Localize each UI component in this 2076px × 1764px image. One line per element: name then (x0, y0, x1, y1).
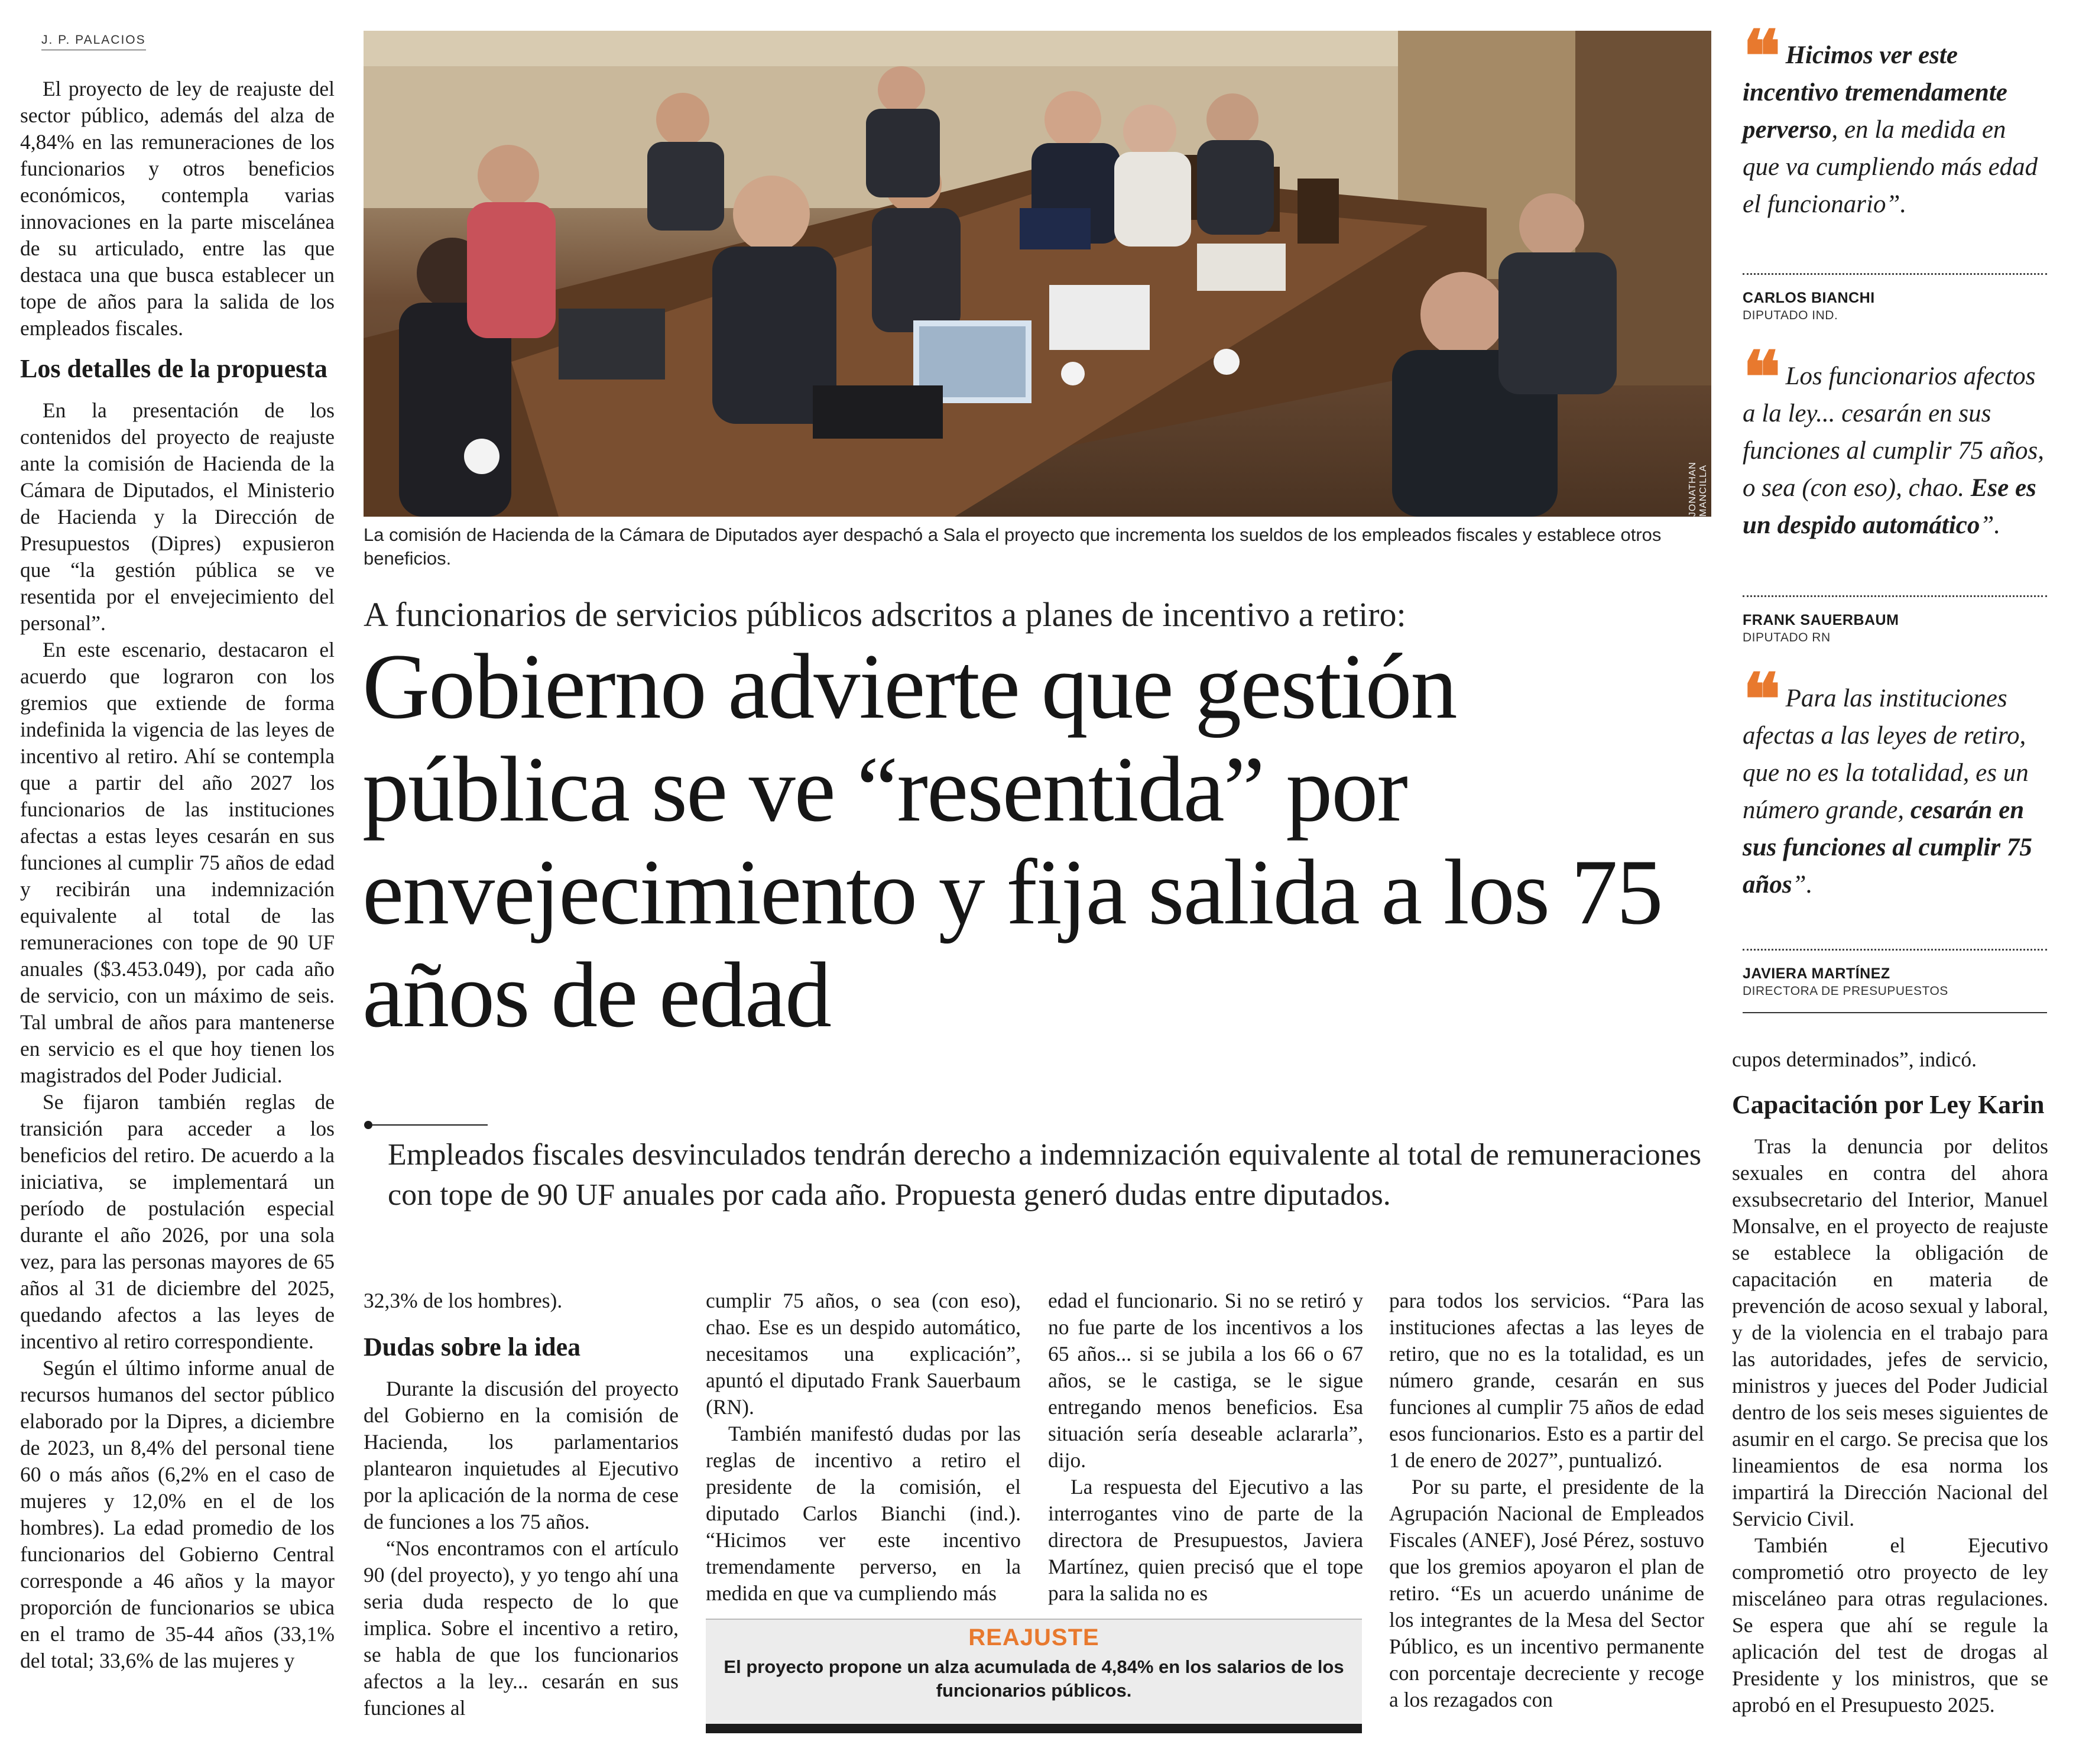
pull-quote-1 (1743, 15, 2047, 223)
paragraph: Según el último informe anual de recursos humanos del sector público elaborado por la Dipres, a diciembre de 2023, un 8,4% del personal tiene 60 o más años (6,2% en el caso de mujeres y 12,0% en el de los hombres). La edad promedio de los funcionarios del Gobierno Central corresponde a 46 años y la mayor proporción de funcionarios se ubica en el tramo de 35-44 años (33,1% del total; 33,6% de las mujeres y (20, 1356, 335, 1672)
quote-text: Los funcionarios afectos a la ley... cesarán en sus funciones al cumplir 75 años, o sea (con eso), chao. (1743, 362, 2044, 502)
subheading: Dudas sobre la idea (364, 1332, 581, 1361)
paragraph: Por su parte, el presidente de la Agrupación Nacional de Empleados Fiscales (ANEF), José Pérez, sostuvo que los gremios apoyaron el plan de retiro. “Es un acuerdo unánime de los integrantes de la Mesa del Sector Público, es un incentivo permanente con porcentaje decreciente y recoge a los rezagados con (1389, 1475, 1704, 1711)
headline: Gobierno advierte que gestión pública se ve “resentida” por envejecimiento y fija salida a los 75 años de edad (362, 635, 1662, 1047)
quote-bold: cesarán en sus funciones al cumplir 75 años (1743, 796, 2032, 899)
reajuste-box-bar (706, 1724, 1362, 1733)
article-column-5 (1389, 1288, 1704, 1713)
quote-divider (1743, 949, 2047, 951)
reajuste-box-title: REAJUSTE (968, 1624, 1099, 1650)
paragraph: cupos determinados”, indicó. (1732, 1048, 1977, 1071)
subheading: Los detalles de la propuesta (20, 354, 327, 383)
paragraph: edad el funcionario. Si no se retiró y no fue parte de los incentivos a los 65 años... si se jubila a los 66 o 67 años, se le castiga, se le sigue entregando menos beneficios. Esa situación sería deseable aclararla”, dijo. (1048, 1289, 1363, 1472)
byline: J. P. PALACIOS (41, 33, 146, 50)
paragraph: Tras la denuncia por delitos sexuales en contra del ahora exsubsecretario del Interior, Manuel Monsalve, en el proyecto de reajuste se establece la obligación de capacitación en materia de prevención de acoso sexual y laboral, y de la violencia en el trabajo para las autoridades, jefes de servicio, ministros y jueces del Poder Judicial dentro de los seis meses siguientes de asumir en el cargo. Se precisa que los lineamientos de esa norma los impartirá la Dirección Nacional del Servicio Civil. (1732, 1134, 2048, 1530)
headline-kicker: A funcionarios de servicios públicos adscritos a planes de incentivo a retiro: (364, 595, 1406, 634)
article-column-3 (706, 1288, 1021, 1607)
paragraph: cumplir 75 años, o sea (con eso), chao. Ese es un despido automático, necesitamos una explicación”, apuntó el diputado Frank Sauerbaum (RN). (706, 1289, 1021, 1419)
paragraph: para todos los servicios. “Para las instituciones afectas a las leyes de retiro, que no es la totalidad, es un número grande, cesarán en sus funciones al cumplir 75 años de edad esos funcionarios. Esto es a partir del 1 de enero de 2027”, puntualizó. (1389, 1289, 1704, 1472)
paragraph: También el Ejecutivo comprometió otro proyecto de ley misceláneo para otras regulaciones. Se espera que ahí se regule la aplicación del test de drogas al Presidente y los ministros, que se aprobó en el Presupuesto 2025. (1732, 1533, 2048, 1717)
quote-mark-icon: ❝ (1743, 658, 1781, 741)
deck-rule (372, 1124, 488, 1126)
quote-text: ”. (1980, 511, 2001, 539)
deck: Empleados fiscales desvinculados tendrán derecho a indemnización equivalente al total de remuneraciones con tope de 90 UF anuales por cada año. Propuesta generó dudas entre diputados. (388, 1138, 1702, 1212)
pull-quote-2 (1743, 336, 2047, 544)
quote-mark-icon: ❝ (1743, 336, 1781, 419)
article-column-2 (364, 1288, 679, 1721)
article-column-4 (1048, 1288, 1363, 1607)
quote-bold: Ese es un despido automático (1743, 474, 2036, 539)
paragraph: Durante la discusión del proyecto del Gobierno en la comisión de Hacienda, los parlamentarios plantearon inquietudes al Ejecutivo por la aplicación de la norma de cese de funciones a los 75 años. (364, 1377, 679, 1533)
quote-divider (1743, 273, 2047, 275)
quote-bold: Hicimos ver este incentivo tremendamente perverso (1743, 41, 2007, 144)
quote-text: ”. (1792, 871, 1813, 899)
article-column-6 (1732, 1046, 2048, 1718)
pull-quote-3 (1743, 658, 2047, 903)
paragraph: En la presentación de los contenidos del proyecto de reajuste ante la comisión de Hacienda de la Cámara de Diputados, el Ministerio de Hacienda y la Dirección de Presupuestos (Dipres) expusieron que “la gestión pública se ve resentida por el envejecimiento del personal”. (20, 398, 335, 635)
photo-credit: JONATHAN MANCILLA (1688, 461, 1708, 517)
deck-bullet (364, 1121, 372, 1129)
quote-author-role: DIRECTORA DE PRESUPUESTOS (1743, 984, 1948, 998)
paragraph: Se fijaron también reglas de transición para acceder a los beneficios del retiro. De acuerdo a la iniciativa, se implementará un período de postulación especial durante el año 2026, por una sola vez, para las personas mayores de 65 años al 31 de diciembre del 2025, quedando afectos a las leyes de incentivo al retiro correspondiente. (20, 1090, 335, 1353)
quote-text: , en la medida en que va cumpliendo más edad el funcionario”. (1743, 116, 2038, 218)
quote-mark-icon: ❝ (1743, 15, 1781, 98)
subheading: Capacitación por Ley Karin (1732, 1090, 2045, 1119)
paragraph: El proyecto de ley de reajuste del sector público, además del alza de 4,84% en las remuneraciones de los funcionarios y otros beneficios económicos, contempla varias innovaciones en la parte miscelánea de su articulado, entre las que destaca una que busca establecer un tope de años para la salida de los empleados fiscales. (20, 77, 335, 340)
quote-author: FRANK SAUERBAUM (1743, 612, 1899, 628)
article-column-1 (20, 76, 335, 1674)
paragraph: En este escenario, destacaron el acuerdo que lograron con los gremios que extiende de forma indefinida la vigencia de las leyes de incentivo al retiro. Ahí se contempla que a partir del año 2027 los funcionarios de las instituciones afectas a estas leyes cesarán en sus funciones al cumplir 75 años de edad y recibirán una indemnización equivalente al total de las remuneraciones con tope de 90 UF anuales ($3.453.049), por cada año de servicio, con un máximo de seis. Tal umbral de años para mantenerse en servicio es el que hoy tienen los magistrados del Poder Judicial. (20, 638, 335, 1087)
quote-author: CARLOS BIANCHI (1743, 290, 1875, 306)
quote-author: JAVIERA MARTÍNEZ (1743, 965, 1890, 982)
photo-illustration (364, 31, 1711, 517)
photo-caption: La comisión de Hacienda de la Cámara de Diputados ayer despachó a Sala el proyecto que incrementa los sueldos de los empleados fiscales y establece otros beneficios. (364, 524, 1662, 569)
reajuste-box (706, 1619, 1362, 1730)
quote-author-role: DIPUTADO IND. (1743, 309, 1838, 322)
quote-divider (1743, 595, 2047, 597)
paragraph: 32,3% de los hombres). (364, 1289, 563, 1312)
paragraph: “Nos encontramos con el artículo 90 (del proyecto), y yo tengo ahí una seria duda respecto de lo que implica. Sobre el incentivo a retiro, se habla de que los funcionarios afectos a la ley... cesarán en sus funciones al (364, 1536, 679, 1720)
quote-section-rule (1743, 1012, 2047, 1013)
reajuste-box-text: El proyecto propone un alza acumulada de 4,84% en los salarios de los funcionarios públicos. (724, 1656, 1344, 1701)
paragraph: También manifestó dudas por las reglas de incentivo a retiro el presidente de la comisión, el diputado Carlos Bianchi (ind.). “Hicimos ver este incentivo tremendamente perverso, en la medida en que va cumpliendo más (706, 1422, 1021, 1605)
quote-author-role: DIPUTADO RN (1743, 631, 1831, 644)
quote-text: Para las instituciones afectas a las leyes de retiro, que no es la totalidad, es un número grande, (1743, 685, 2029, 824)
news-photo (364, 31, 1711, 517)
paragraph: La respuesta del Ejecutivo a las interrogantes vino de parte de la directora de Presupuestos, Javiera Martínez, quien precisó que el tope para la salida no es (1048, 1475, 1363, 1605)
